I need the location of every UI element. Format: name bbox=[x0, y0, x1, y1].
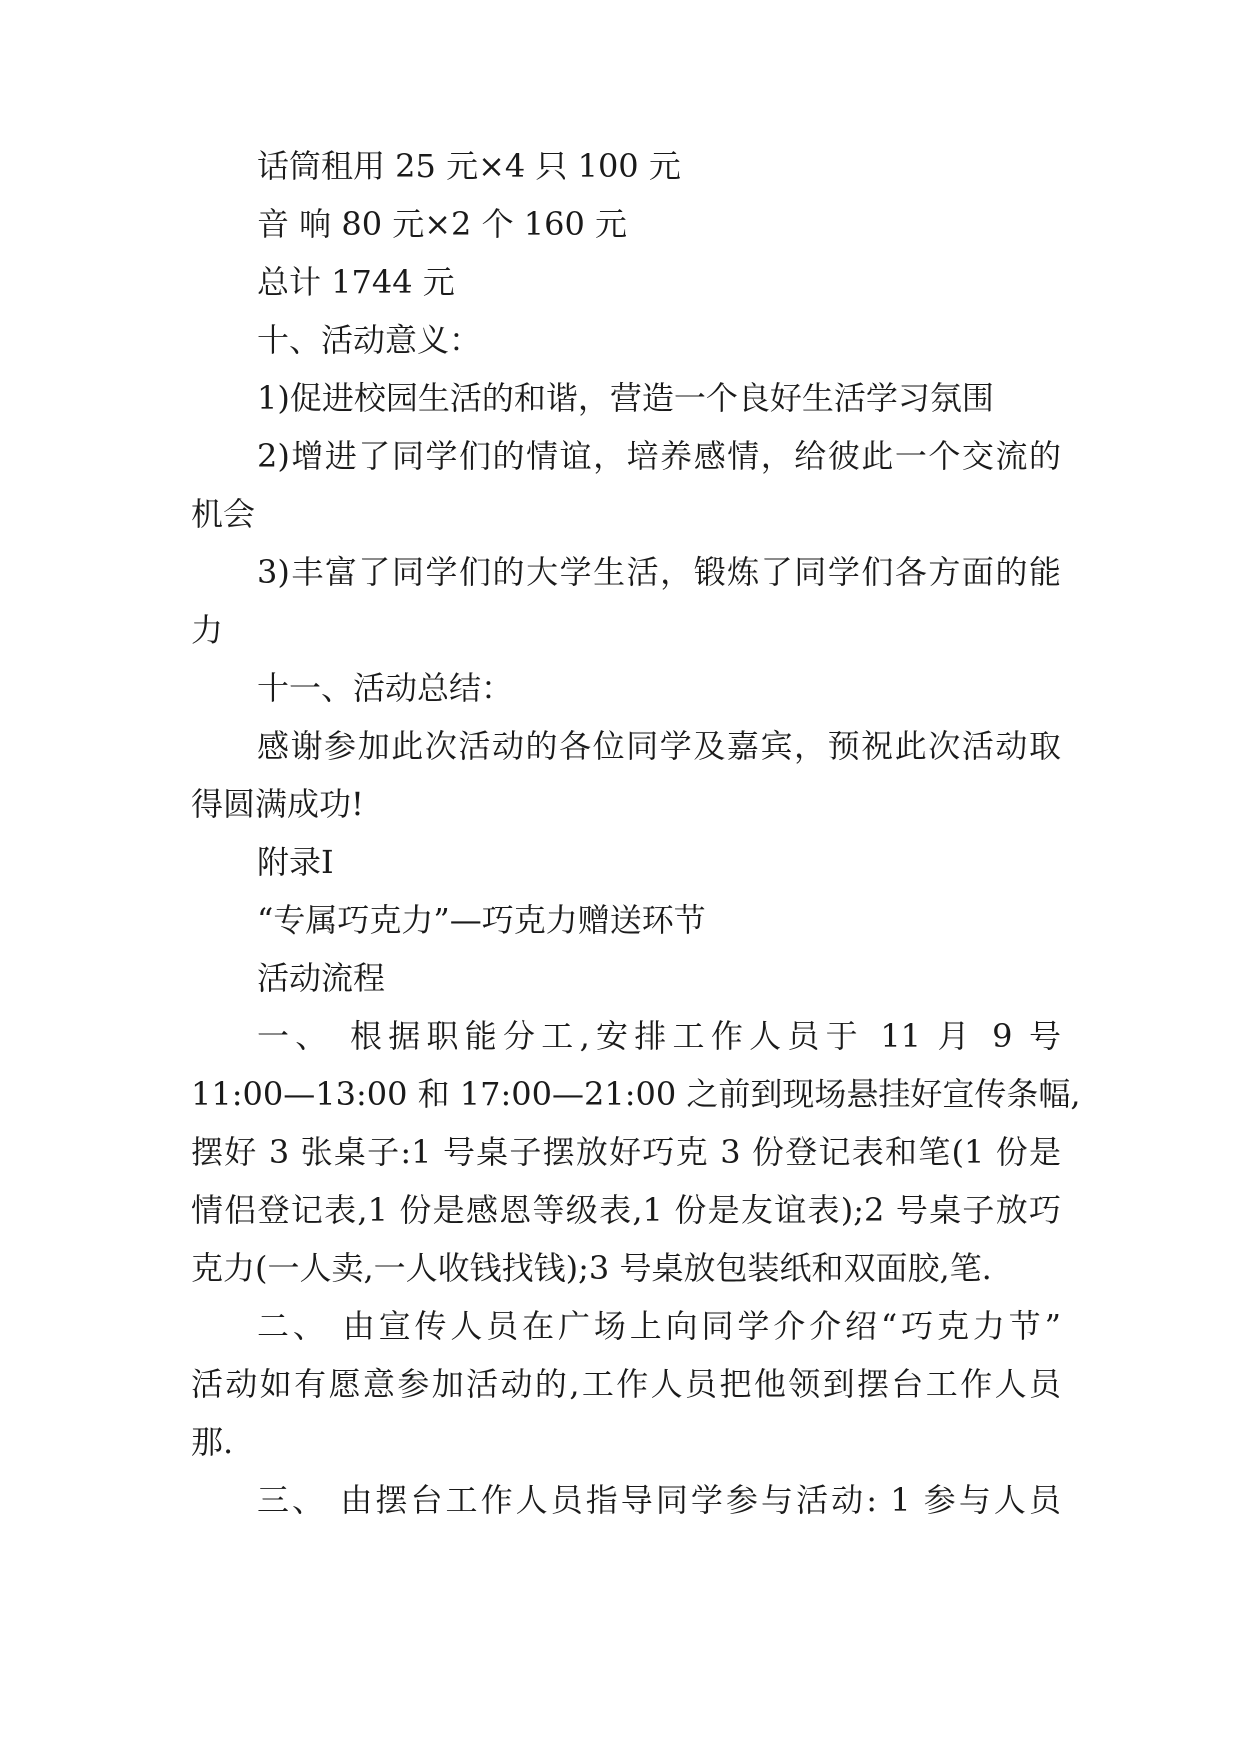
text-line: 二、 由宣传人员在广场上向同学介介绍“巧克力节” bbox=[257, 1307, 1061, 1345]
text-line: 2)增进了同学们的情谊，培养感情，给彼此一个交流的 bbox=[257, 437, 1061, 475]
text-line: 力 bbox=[191, 611, 224, 649]
section-heading: 十一、活动总结： bbox=[257, 669, 514, 707]
text-line: 话筒租用 25 元×4 只 100 元 bbox=[257, 147, 681, 185]
section-heading: 十、活动意义： bbox=[257, 321, 482, 359]
text-line: 摆好 3 张桌子:1 号桌子摆放好巧克 3 份登记表和笔(1 份是 bbox=[191, 1133, 1061, 1171]
text-line: 得圆满成功! bbox=[191, 785, 364, 823]
text-line: 总计 1744 元 bbox=[257, 263, 455, 301]
section-heading: 活动流程 bbox=[257, 959, 386, 997]
text-line: 克力(一人卖,一人收钱找钱);3 号桌放包装纸和双面胶,笔. bbox=[191, 1249, 992, 1287]
text-line: 三、 由摆台工作人员指导同学参与活动: 1 参与人员 bbox=[257, 1481, 1061, 1519]
text-line: 情侣登记表,1 份是感恩等级表,1 份是友谊表);2 号桌子放巧 bbox=[191, 1191, 1061, 1229]
text-line: 活动如有愿意参加活动的,工作人员把他领到摆台工作人员 bbox=[191, 1365, 1061, 1403]
appendix-heading: 附录Ⅰ bbox=[257, 843, 334, 881]
text-line: 11:00—13:00 和 17:00—21:00 之前到现场悬挂好宣传条幅, bbox=[191, 1075, 1081, 1113]
text-line: 1)促进校园生活的和谐，营造一个良好生活学习氛围 bbox=[257, 379, 994, 417]
text-line: 一、 根据职能分工,安排工作人员于 11 月 9 号 bbox=[257, 1017, 1061, 1055]
text-line: 感谢参加此次活动的各位同学及嘉宾，预祝此次活动取 bbox=[257, 727, 1061, 765]
text-line: 那. bbox=[191, 1423, 234, 1461]
text-line: 音 响 80 元×2 个 160 元 bbox=[257, 205, 628, 243]
text-line: 3)丰富了同学们的大学生活，锻炼了同学们各方面的能 bbox=[257, 553, 1061, 591]
appendix-title: “专属巧克力”—巧克力赠送环节 bbox=[257, 901, 706, 939]
text-line: 机会 bbox=[191, 495, 256, 533]
